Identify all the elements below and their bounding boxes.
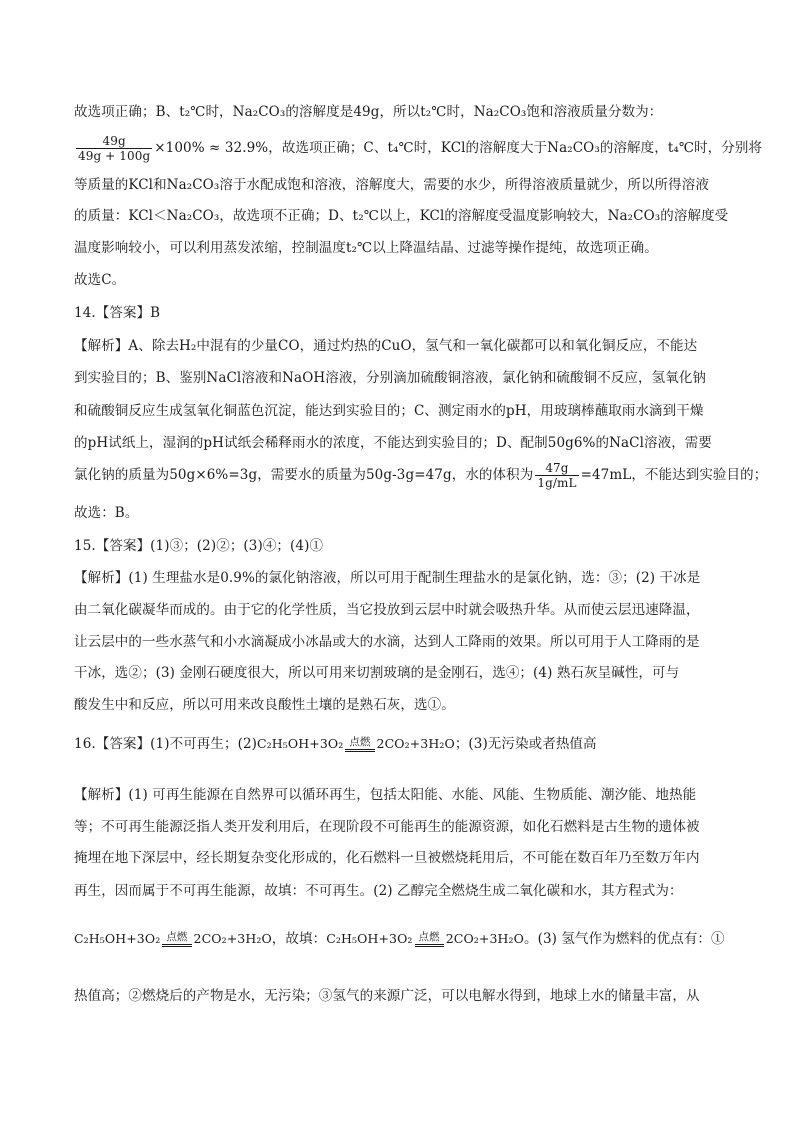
- line-6: 故选C。: [74, 272, 126, 288]
- fraction-numerator: 49g: [76, 134, 152, 149]
- fraction-numerator: 47g: [535, 461, 578, 476]
- line-25-text-mid: ，故填：: [271, 931, 327, 947]
- answer-15-heading: 15.【答案】(1)③；(2)②；(3)④；(4)①: [74, 538, 324, 554]
- line-17: 让云层中的一些水蒸气和小水滴凝成小冰晶或大的水滴，达到人工降雨的效果。所以可用于人工降雨的是: [74, 634, 700, 650]
- equation-equals-sign: [415, 944, 444, 947]
- equation-products: 2CO₂+3H₂O: [193, 931, 272, 946]
- line-2: [74, 134, 763, 163]
- line-1: 故选项正确；B、t₂℃时，Na₂CO₃的溶解度是49g，所以t₂℃时，Na₂CO₃饱和溶液质量分数为：: [74, 104, 663, 120]
- line-18: 干冰，选②；(3) 金刚石硬度很大，所以可用来切割玻璃的是金刚石，选④；(4) 熟石灰呈碱性，可与: [74, 665, 680, 681]
- line-25: [74, 928, 724, 950]
- condition-text: 点燃: [418, 931, 440, 943]
- equation-reactants: C₂H₅OH+3O₂: [74, 931, 161, 946]
- line-22: 等；不可再生能源泛指人类开发利用后，在现阶段不可能再生的能源资源，如化石燃料是古生物的遗体被: [74, 819, 700, 835]
- equation-reactants: C₂H₅OH+3O₂: [257, 736, 344, 751]
- combustion-equation: [257, 736, 455, 751]
- condition-text: 点燃: [349, 736, 371, 748]
- line-24: 再生，因而属于不可再生能源，故填：不可再生。(2) 乙醇完全燃烧生成二氧化碳和水，其方程式为：: [74, 883, 683, 899]
- line-23: 掩埋在地下深层中，经长期复杂变化形成的，化石燃料一旦被燃烧耗用后，不可能在数百年乃至数万年内: [74, 850, 700, 866]
- line-4: 的质量：KCl＜Na₂CO₃，故选项不正确；D、t₂℃以上，KCl的溶解度受温度影响较大，Na₂CO₃的溶解度受: [74, 208, 729, 224]
- line-21: 【解析】(1) 可再生能源在自然界可以循环再生，包括太阳能、水能、风能、生物质能、潮汐能、地热能: [74, 787, 697, 803]
- line-3: 等质量的KCl和Na₂CO₃溶于水配成饱和溶液，溶解度大，需要的水少，所得溶液质量就少，所以所得溶液: [74, 177, 709, 193]
- combustion-equation: [74, 931, 272, 946]
- line-16: 由二氧化碳凝华而成的。由于它的化学性质，当它投放到云层中时就会吸热升华。从而使云层迅速降温，: [74, 602, 700, 618]
- line-15: 【解析】(1) 生理盐水是0.9%的氯化钠溶液，所以可用于配制生理盐水的是氯化钠，选：③；(2) 干冰是: [74, 570, 701, 586]
- water-volume-fraction: [535, 461, 578, 490]
- equation-condition: [162, 932, 191, 947]
- line-12-text-after: =47mL，不能达到实验目的；: [580, 467, 768, 483]
- fraction-denominator: 49g + 100g: [78, 149, 151, 163]
- answer-16-text-a: 16.【答案】(1)不可再生；(2): [74, 736, 258, 752]
- fraction-denominator: 1g/mL: [537, 476, 577, 490]
- equation-condition: [345, 737, 374, 752]
- mass-fraction: [76, 134, 152, 163]
- line-26: 热值高；②燃烧后的产物是水，无污染；③氢气的来源广泛，可以电解水得到，地球上水的储量丰富，从: [74, 988, 700, 1004]
- equation-equals-sign: [345, 749, 374, 752]
- line-12: [74, 461, 768, 490]
- line-11: 的pH试纸上，湿润的pH试纸会稀释雨水的浓度，不能达到实验目的；D、配制50g6%的NaCl溶液，需要: [74, 435, 712, 451]
- line-13: 故选：B。: [74, 505, 139, 521]
- equation-products: 2CO₂+3H₂O: [445, 931, 524, 946]
- equation-products: 2CO₂+3H₂O: [376, 736, 455, 751]
- equation-reactants: C₂H₅OH+3O₂: [326, 931, 413, 946]
- line-9: 到实验目的；B、鉴别NaCl溶液和NaOH溶液，分别滴加硫酸铜溶液，氯化钠和硫酸铜不反应，氢氧化钠: [74, 370, 707, 386]
- condition-text: 点燃: [166, 931, 188, 943]
- line-19: 酸发生中和反应，所以可用来改良酸性土壤的是熟石灰，选①。: [74, 697, 455, 713]
- line-8: 【解析】A、除去H₂中混有的少量CO，通过灼热的CuO，氢气和一氧化碳都可以和氧化铜反应，不能达: [74, 338, 698, 354]
- answer-16-heading: [74, 733, 724, 755]
- answer-16-text-b: ；(3)无污染或者热值高: [454, 736, 597, 752]
- equation-equals-sign: [162, 944, 191, 947]
- combustion-equation: [326, 931, 524, 946]
- line-12-text-before: 氯化钠的质量为50g×6%=3g，需要水的质量为50g-3g=47g，水的体积为: [74, 467, 534, 483]
- equation-condition: [415, 932, 444, 947]
- line-25-text-after: 。(3) 氢气作为燃料的优点有：①: [524, 931, 725, 947]
- answer-14-heading: 14.【答案】B: [74, 305, 161, 321]
- line-5: 温度影响较小，可以利用蒸发浓缩，控制温度t₂℃以上降温结晶、过滤等操作提纯，故选项正确。: [74, 240, 658, 256]
- line-2-text: ×100% ≈ 32.9%，故选项正确；C、t₄℃时，KCl的溶解度大于Na₂CO₃的溶解度，t₄℃时，分别将: [154, 140, 763, 156]
- line-10: 和硫酸铜反应生成氢氧化铜蓝色沉淀，能达到实验目的；C、测定雨水的pH，用玻璃棒蘸取雨水滴到干燥: [74, 403, 704, 419]
